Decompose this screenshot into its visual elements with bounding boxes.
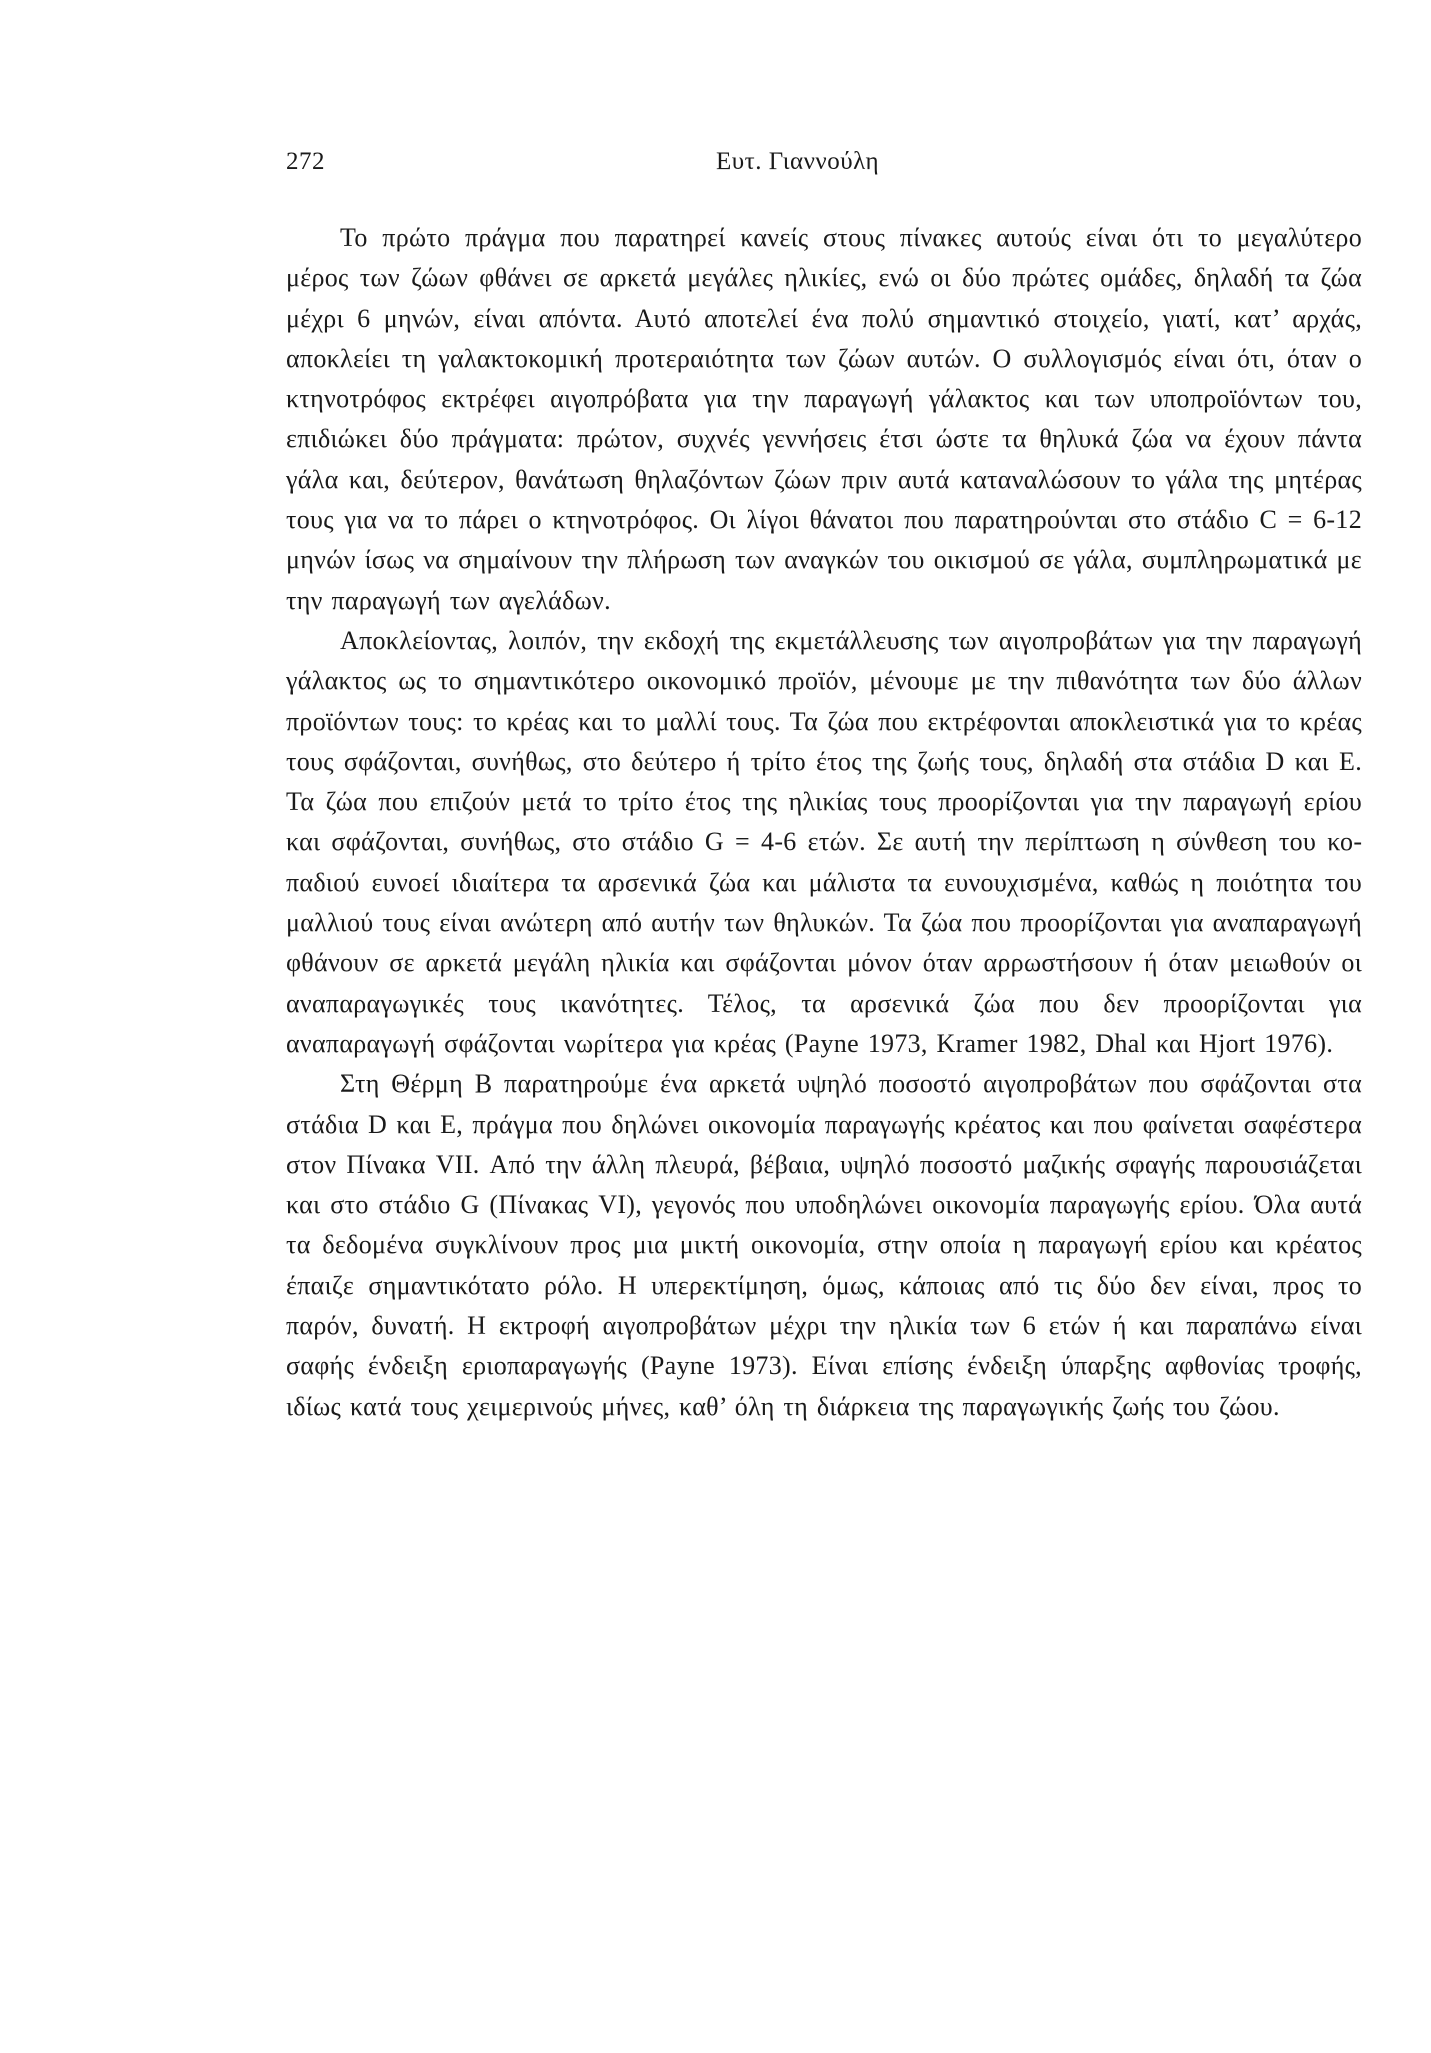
page-number: 272: [286, 148, 325, 175]
paragraph: Στη Θέρμη Β παρατηρούμε ένα αρκετά υψηλό ποσοστό αιγοπροβάτων που σφάζονται στα στάδια D και E, πράγμα που δηλώνει οικονομία παραγωγής κρέατος και που φαίνεται σαφέστερα στον Πίνακα VII. Από την άλλη πλευρά, βέβαια, υψηλό ποσοστό μαζικής σφαγής παρουσιάζεται και στο στάδιο G (Πίνακας VI), γεγονός που υποδηλώνει οικονομία παραγωγής ερίου. Όλα αυτά τα δεδομένα συγκλίνουν προς μια μικτή οικονομία, στην οποία η παραγωγή ερίου και κρέατος έπαιζε σημαντικότατο ρόλο. Η υπερεκτίμηση, όμως, κάποιας από τις δύο δεν είναι, προς το παρόν, δυνατή. Η εκτροφή αιγοπροβάτων μέχρι την ηλικία των 6 ετών ή και παραπάνω είναι σαφής ένδειξη εριοπαραγωγής (Payne 1973). Είναι επίσης ένδειξη ύπαρξης αφθονίας τροφής, ιδίως κατά τους χειμερινούς μήνες, καθ’ όλη τη διάρκεια της παραγωγικής ζωής του ζώου.: [286, 1069, 1362, 1421]
running-head: [286, 148, 1362, 188]
paragraph: Αποκλείοντας, λοιπόν, την εκδοχή της εκμετάλλευσης των αιγοπροβάτων για την παραγωγή γάλακτος ως το σημαντικότερο οικονομικό προϊόν, μένουμε με την πιθανότητα των δύο άλλων προϊόντων τους: το κρέας και το μαλλί τους. Τα ζώα που εκτρέφονται αποκλειστικά για το κρέας τους σφάζονται, συνήθως, στο δεύτερο ή τρίτο έτος της ζωής τους, δηλαδή στα στάδια D και E. Τα ζώα που επιζούν μετά το τρίτο έτος της ηλικίας τους προορίζονται για την παραγωγή ερίου και σφάζονται, συνήθως, στο στάδιο G = 4-6 ετών. Σε αυτή την περίπτωση η σύνθεση του κοπαδιού ευνοεί ιδιαίτερα τα αρσενικά ζώα και μάλιστα τα ευνουχισμένα, καθώς η ποιότητα του μαλλιού τους είναι ανώτερη από αυτήν των θηλυκών. Τα ζώα που προορίζονται για αναπαραγωγή φθάνουν σε αρκετά μεγάλη ηλικία και σφάζονται μόνον όταν αρρωστήσουν ή όταν μειωθούν οι αναπαραγωγικές τους ικανότητες. Τέλος, τα αρσενικά ζώα που δεν προορίζονται για αναπαραγωγή σφάζονται νωρίτερα για κρέας (Payne 1973, Kramer 1982, Dhal και Hjort 1976).: [286, 625, 1362, 1058]
running-head-author: Ευτ. Γιαννούλη: [716, 148, 880, 175]
paragraph: Το πρώτο πράγμα που παρατηρεί κανείς στους πίνακες αυτούς είναι ότι το μεγαλύτερο μέρος των ζώων φθάνει σε αρκετά μεγάλες ηλικίες, ενώ οι δύο πρώτες ομάδες, δηλαδή τα ζώα μέχρι 6 μηνών, είναι απόντα. Αυτό αποτελεί ένα πολύ σημαντικό στοιχείο, γιατί, κατ’ αρχάς, αποκλείει τη γαλακτοκομική προτεραιότητα των ζώων αυτών. Ο συλλογισμός είναι ότι, όταν ο κτηνοτρόφος εκτρέφει αιγοπρόβατα για την παραγωγή γάλακτος και των υποπροϊόντων του, επιδιώκει δύο πράγματα: πρώτον, συχνές γεννήσεις έτσι ώστε τα θηλυκά ζώα να έχουν πάντα γάλα και, δεύτερον, θανάτωση θηλαζόντων ζώων πριν αυτά καταναλώσουν το γάλα της μητέρας τους για να το πάρει ο κτηνοτρόφος. Οι λίγοι θάνατοι που παρατηρούνται στο στάδιο C = 6-12 μηνών ίσως να σημαίνουν την πλήρωση των αναγκών του οικισμού σε γάλα, συμπληρωματικά με την παραγωγή των αγελάδων.: [286, 223, 1362, 615]
body-text: [286, 218, 1362, 1427]
